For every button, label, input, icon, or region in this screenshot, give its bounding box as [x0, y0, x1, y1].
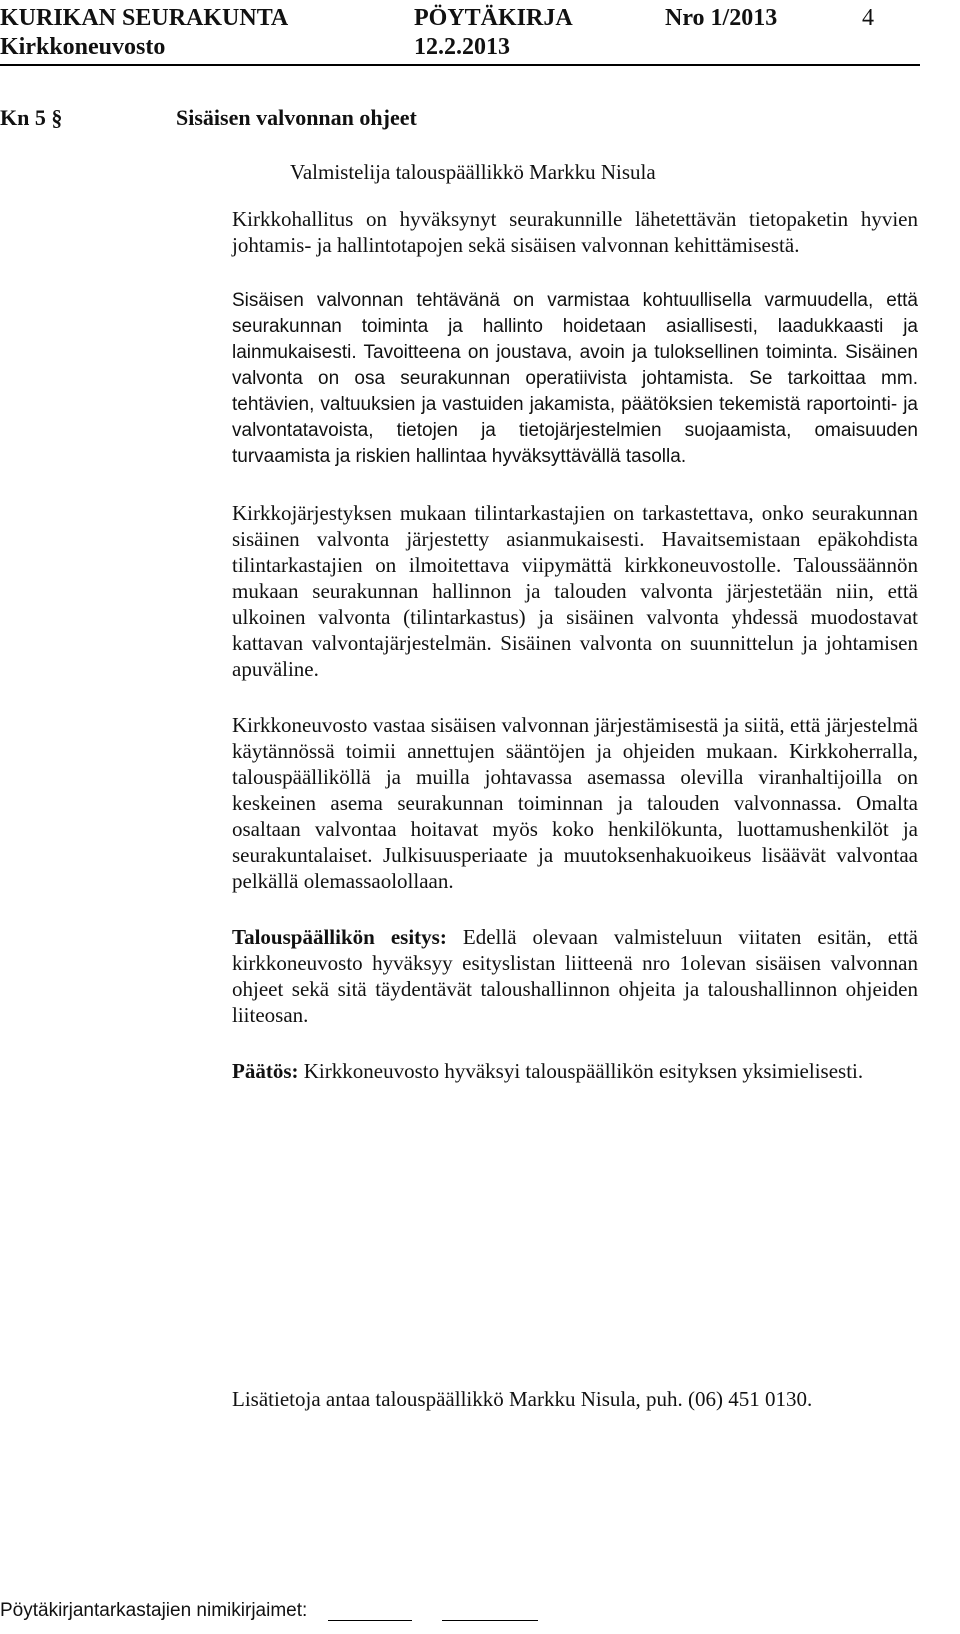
proposal-text: Edellä olevaan valmisteluun viitaten esitän, että kirkkoneuvosto hyväksyy esityslistan liitteenä nro 1olevan sisäisen valvonnan ohjeet sekä sitä täydentävät taloushallinnon ohjeita ja taloushallinnon ohjeiden liiteosan. — [232, 925, 919, 1027]
page-header — [0, 0, 960, 64]
decision-text: Kirkkoneuvosto hyväksyi talouspäällikön esityksen yksimielisesti. — [298, 1059, 864, 1083]
section-title: Sisäisen valvonnan ohjeet — [176, 105, 417, 130]
page-number: 4 — [862, 5, 874, 31]
meeting-date: 12.2.2013 — [414, 34, 510, 60]
paragraph-auditors: Kirkkojärjestyksen mukaan tilintarkastajien on tarkastettava, onko seurakunnan sisäinen valvonta järjestetty asianmukaisesti. Havaitsemistaan epäkohdista tilintarkastajien on ilmoitettava viipymättä kirkkoneuvostolle. Taloussäännön mukaan seurakunnan hallinnon ja talouden valvonta järjestetään niin, että ulkoinen valvonta (tilintarkastus) ja sisäinen valvonta yhdessä muodostavat kattavan valvontajärjestelmän. Sisäinen valvonta on suunnittelun ja johtamisen apuväline. — [232, 501, 918, 681]
signature-line-1 — [328, 1620, 412, 1621]
paragraph-intro: Kirkkohallitus on hyväksynyt seurakunnille lähetettävän tietopaketin hyvien johtamis- ja hallintotapojen sekä sisäisen valvonnan kehittämisestä. — [232, 207, 918, 257]
prepared-by: Valmistelija talouspäällikkö Markku Nisula — [290, 160, 656, 184]
decision-label: Päätös: — [232, 1059, 299, 1083]
paragraph-responsibility: Kirkkoneuvosto vastaa sisäisen valvonnan järjestämisestä ja siitä, että järjestelmä käytännössä toimii annettujen sääntöjen ja ohjeiden mukaan. Kirkkoherralla, talouspäälliköllä ja muilla johtavassa asemassa olevilla viranhaltijoilla on keskeinen asema seurakunnan toiminnan ja talouden valvonnassa. Omalta osaltaan valvontaa hoitavat myös koko henkilökunta, luottamushenkilöt ja seurakuntalaiset. Julkisuusperiaate ja muutoksenhakuoikeus lisäävät valvontaa pelkällä olemassaolollaan. — [232, 713, 918, 893]
section-number: Kn 5 § — [0, 105, 63, 130]
section-sign-icon: § — [51, 105, 63, 130]
section-body — [232, 206, 918, 1114]
paragraph-decision — [232, 1058, 918, 1084]
paragraph-purpose: Sisäisen valvonnan tehtävänä on varmistaa kohtuullisella varmuudella, että seurakunnan toiminta ja hallinto hoidetaan asiallisesti, laadukkaasti ja lainmukaisesti. Tavoitteena on joustava, avoin ja tuloksellinen toiminta. Sisäinen valvonta on osa seurakunnan operatiivista johtamista. Se tarkoittaa mm. tehtävien, valtuuksien ja vastuiden jakamista, päätöksien tekemistä raportointi- ja valvontatavoista, tietojen ja tietojärjestelmien suojaamista, omaisuuden turvaamista ja riskien hallintaa hyväksyttävällä tasolla. — [232, 290, 918, 467]
signature-line-2 — [442, 1620, 538, 1621]
meeting-body: Kirkkoneuvosto — [0, 34, 166, 60]
document-number: Nro 1/2013 — [665, 5, 778, 31]
proposal-label: Talouspäällikön esitys: — [232, 925, 447, 949]
contact-info: Lisätietoja antaa talouspäällikkö Markku Nisula, puh. (06) 451 0130. — [232, 1387, 813, 1411]
footer-initials-label: Pöytäkirjantarkastajien nimikirjaimet: — [0, 1600, 308, 1621]
org-name: KURIKAN SEURAKUNTA — [0, 5, 289, 31]
header-divider — [0, 64, 920, 66]
document-type: PÖYTÄKIRJA — [414, 5, 573, 31]
paragraph-proposal — [232, 924, 918, 1028]
